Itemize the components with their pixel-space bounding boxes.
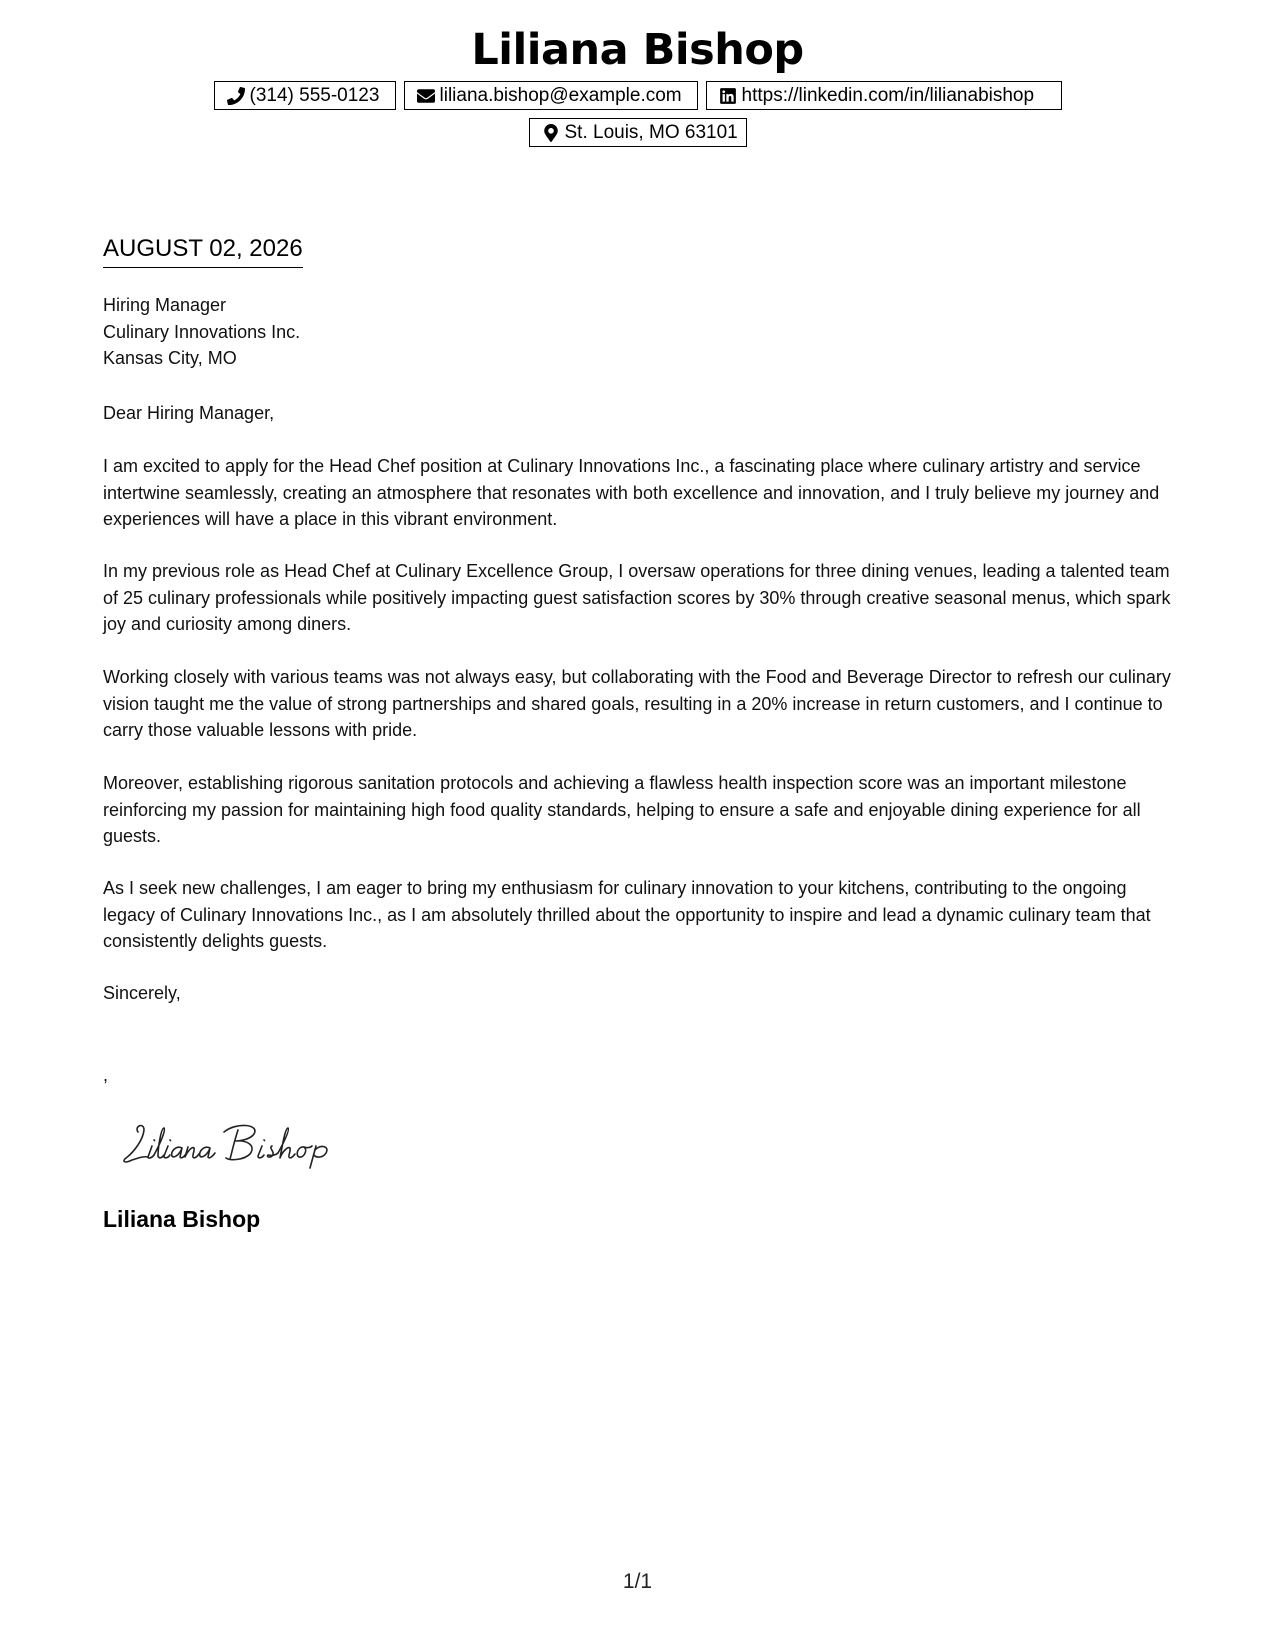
recipient-city: Kansas City, MO <box>103 348 237 368</box>
phone-icon <box>227 87 245 105</box>
linkedin-chip <box>706 81 1062 110</box>
recipient-block <box>103 292 300 372</box>
phone-text: (314) 555-0123 <box>249 84 380 106</box>
envelope-icon <box>417 87 435 105</box>
page-number: 1/1 <box>622 1570 653 1593</box>
contact-row-primary <box>0 81 1275 110</box>
applicant-name: Liliana Bishop <box>471 25 804 75</box>
email-text: liliana.bishop@example.com <box>439 84 682 106</box>
phone-chip <box>214 81 396 110</box>
linkedin-icon <box>719 87 737 105</box>
body-paragraph-5: As I seek new challenges, I am eager to bring my enthusiasm for culinary innovation to your kitchens, contributing to the ongoing legacy of Culinary Innovations Inc., as I am absolutely thrilled about the opportunity to inspire and lead a dynamic culinary team that consistently delights guests. <box>103 878 1151 951</box>
letter-date: AUGUST 02, 2026 <box>103 234 303 268</box>
recipient-company: Culinary Innovations Inc. <box>103 321 301 342</box>
email-chip <box>404 81 698 110</box>
map-marker-icon <box>542 124 560 142</box>
comma-line: , <box>103 1065 109 1085</box>
body-paragraph-4: Moreover, establishing rigorous sanitation protocols and achieving a flawless health inspection score was an important milestone reinforcing my passion for maintaining high food quality standards, helping to ensure a safe and enjoyable dining experience for all guests. <box>103 773 1141 846</box>
body-paragraph-3: Working closely with various teams was not always easy, but collaborating with the Food and Beverage Director to refresh our culinary vision taught me the value of strong partnerships and shared goals, resulting in a 20% increase in return customers, and I continue to carry those valuable lessons with pride. <box>103 667 1171 740</box>
body-paragraph-1: I am excited to apply for the Head Chef position at Culinary Innovations Inc., a fascinating place where culinary artistry and service intertwine seamlessly, creating an atmosphere that resonates with both excellence and innovation, and I truly believe my journey and experiences will have a place in this vibrant environment. <box>103 456 1160 529</box>
contact-row-secondary <box>0 118 1275 147</box>
recipient-title: Hiring Manager <box>103 295 227 315</box>
signer-name: Liliana Bishop <box>103 1206 261 1232</box>
location-chip <box>529 118 747 147</box>
closing: Sincerely, <box>103 983 181 1003</box>
signature-image <box>120 1112 350 1172</box>
linkedin-text: https://linkedin.com/in/lilianabishop <box>741 84 1035 106</box>
salutation: Dear Hiring Manager, <box>103 403 275 423</box>
location-text: St. Louis, MO 63101 <box>564 121 738 143</box>
body-paragraph-2: In my previous role as Head Chef at Culinary Excellence Group, I oversaw operations for three dining venues, leading a talented team of 25 culinary professionals while positively impacting guest satisfaction scores by 30% through creative seasonal menus, which spark joy and curiosity among diners. <box>103 561 1171 634</box>
